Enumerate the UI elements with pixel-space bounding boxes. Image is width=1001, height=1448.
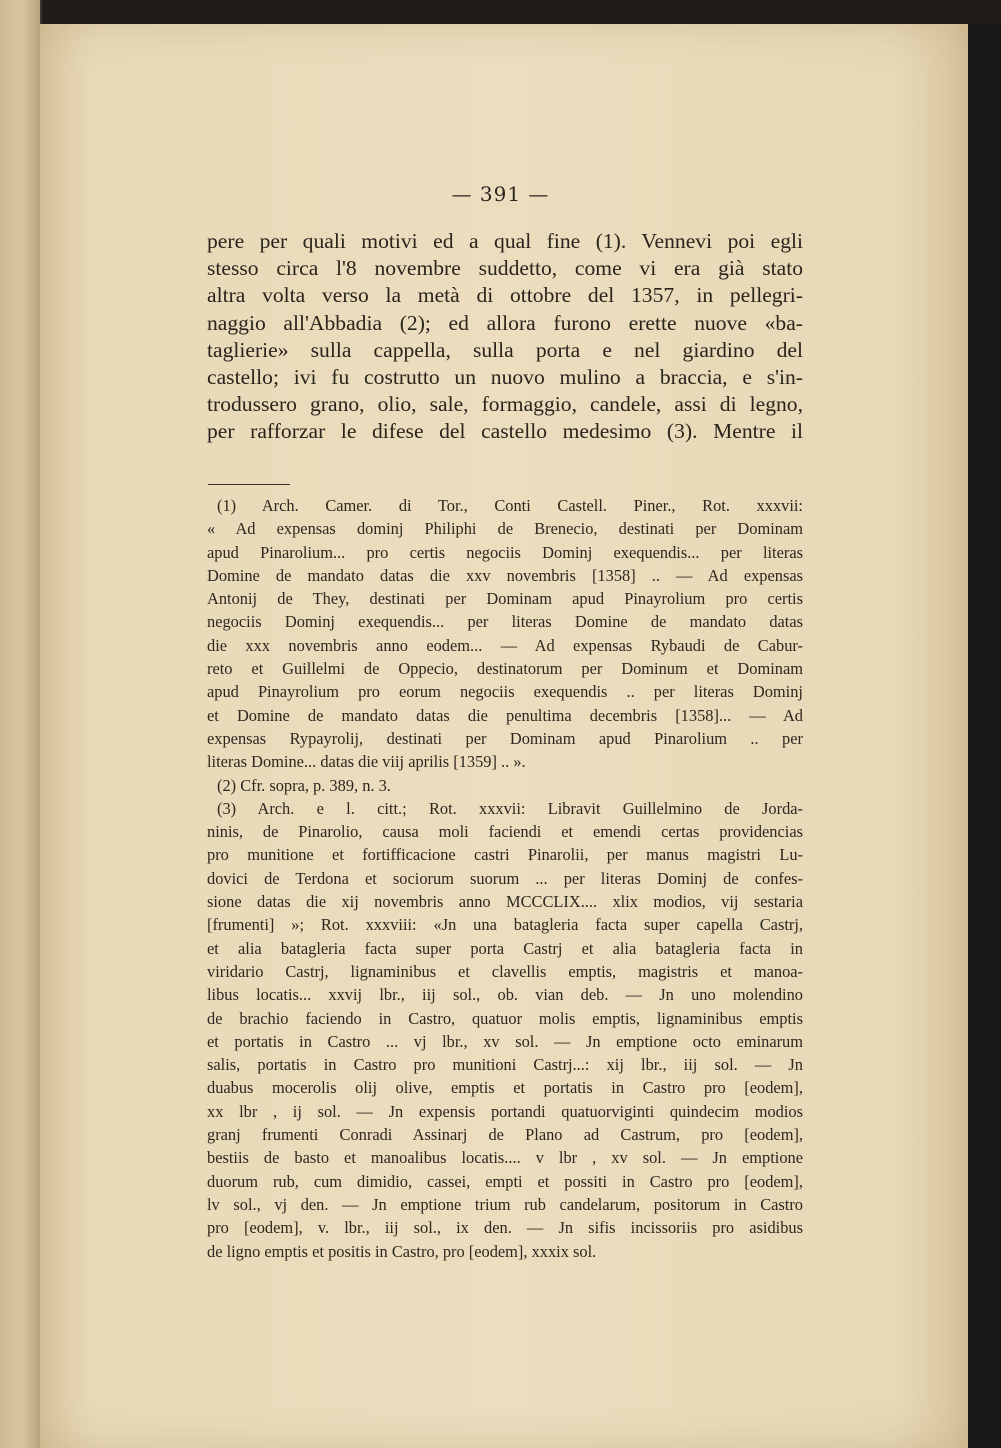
footnote-line: viridario Castrj, lignaminibus et clavellis emptis, magistris et manoa- <box>207 961 803 981</box>
footnote-line: [frumenti] »; Rot. xxxviii: «Jn una batagleria facta super capella Castrj, <box>207 915 803 935</box>
footnote-line: et portatis in Castro ... vj lbr., xv sol. — Jn emptione octo eminarum <box>207 1031 803 1051</box>
footnote-line: bestiis de basto et manoalibus locatis.... v lbr , xv sol. — Jn emptione <box>207 1148 803 1168</box>
footnote-line: duorum rub, cum dimidio, cassei, empti et possiti in Castro pro [eodem], <box>207 1171 803 1191</box>
scan-background-edge <box>968 24 1001 1448</box>
previous-page-edge <box>0 0 42 1448</box>
footnote-line: Antonij de They, destinati per Dominam apud Pinayrolium pro certis <box>207 589 803 609</box>
footnote-line: negociis Dominj exequendis... per literas Domine de mandato datas <box>207 612 803 632</box>
footnote-line: sione datas die xij novembris anno MCCCLIX.... xlix modios, vij sestaria <box>207 892 803 912</box>
footnote-line: apud Pinarolium... pro certis negociis Dominj exequendis... per literas <box>207 542 803 562</box>
footnote-line: de ligno emptis et positis in Castro, pro [eodem], xxxix sol. <box>207 1241 597 1261</box>
footnote-line: pro munitione et fortifficacione castri Pinarolii, per manus magistri Lu- <box>207 845 803 865</box>
footnote-line: granj frumenti Conradi Assinarj de Plano ad Castrum, pro [eodem], <box>207 1125 803 1145</box>
main-text <box>207 228 803 446</box>
footnote-line: « Ad expensas dominj Philiphi de Brenecio, destinati per Dominam <box>207 519 803 539</box>
body-line: trodussero grano, olio, sale, formaggio, candele, assi di legno, <box>207 392 803 417</box>
footnote-separator <box>208 484 290 485</box>
footnotes <box>207 494 803 1263</box>
body-line: naggio all'Abbadia (2); ed allora furono erette nuove «ba- <box>207 310 803 335</box>
footnote-line: salis, portatis in Castro pro munitioni Castrj...: xij lbr., iij sol. — Jn <box>207 1055 803 1075</box>
body-line: pere per quali motivi ed a qual fine (1). Vennevi poi egli <box>207 229 803 253</box>
page-number: — 391 — <box>451 182 550 206</box>
body-line: altra volta verso la metà di ottobre del 1357, in pellegri- <box>207 283 803 308</box>
footnote-line: reto et Guillelmi de Oppecio, destinatorum per Dominum et Dominam <box>207 659 803 679</box>
footnote-line: et alia batagleria facta super porta Castrj et alia batagleria facta in <box>207 938 803 958</box>
footnote-line: dovici de Terdona et sociorum suorum ... per literas Dominj de confes- <box>207 868 803 888</box>
footnote-line: duabus mocerolis olij olive, emptis et portatis in Castro pro [eodem], <box>207 1078 803 1098</box>
footnote-line: (1) Arch. Camer. di Tor., Conti Castell. Piner., Rot. xxxvii: <box>217 496 803 515</box>
footnote-line: apud Pinayrolium pro eorum negociis exequendis .. per literas Dominj <box>207 682 803 702</box>
footnote-line: libus locatis... xxvij lbr., iij sol., ob. vian deb. — Jn uno molendino <box>207 985 803 1005</box>
footnote-line: de brachio faciendo in Castro, quatuor molis emptis, lignaminibus emptis <box>207 1008 803 1028</box>
footnote-line: ninis, de Pinarolio, causa moli faciendi et emendi certas providencias <box>207 822 803 842</box>
body-line: taglierie» sulla cappella, sulla porta e nel giardino del <box>207 337 803 362</box>
footnote-line: xx lbr , ij sol. — Jn expensis portandi quatuorviginti quindecim modios <box>207 1101 803 1121</box>
body-line: stesso circa l'8 novembre suddetto, come vi era già stato <box>207 256 803 281</box>
footnote-line: pro [eodem], v. lbr., iij sol., ix den. — Jn sifis incissoriis pro asidibus <box>207 1218 803 1238</box>
body-line: per rafforzar le difese del castello medesimo (3). Mentre il <box>207 419 803 444</box>
footnote-line: lv sol., vj den. — Jn emptione trium rub candelarum, positorum in Castro <box>207 1194 803 1214</box>
footnote-line: expensas Rypayrolij, destinati per Dominam apud Pinarolium .. per <box>207 728 803 748</box>
footnote-line: (3) Arch. e l. citt.; Rot. xxxvii: Libravit Guillelmino de Jorda- <box>217 798 803 818</box>
footnote-line: Domine de mandato datas die xxv novembris [1358] .. — Ad expensas <box>207 565 803 585</box>
footnote-line: literas Domine... datas die viij aprilis [1359] .. ». <box>207 752 526 772</box>
footnote-line: die xxx novembris anno eodem... — Ad expensas Rybaudi de Cabur- <box>207 635 803 655</box>
footnote-line: et Domine de mandato datas die penultima decembris [1358]... — Ad <box>207 705 803 725</box>
body-line: castello; ivi fu costrutto un nuovo mulino a braccia, e s'in- <box>207 365 803 390</box>
footnote-line: (2) Cfr. sopra, p. 389, n. 3. <box>217 775 391 795</box>
